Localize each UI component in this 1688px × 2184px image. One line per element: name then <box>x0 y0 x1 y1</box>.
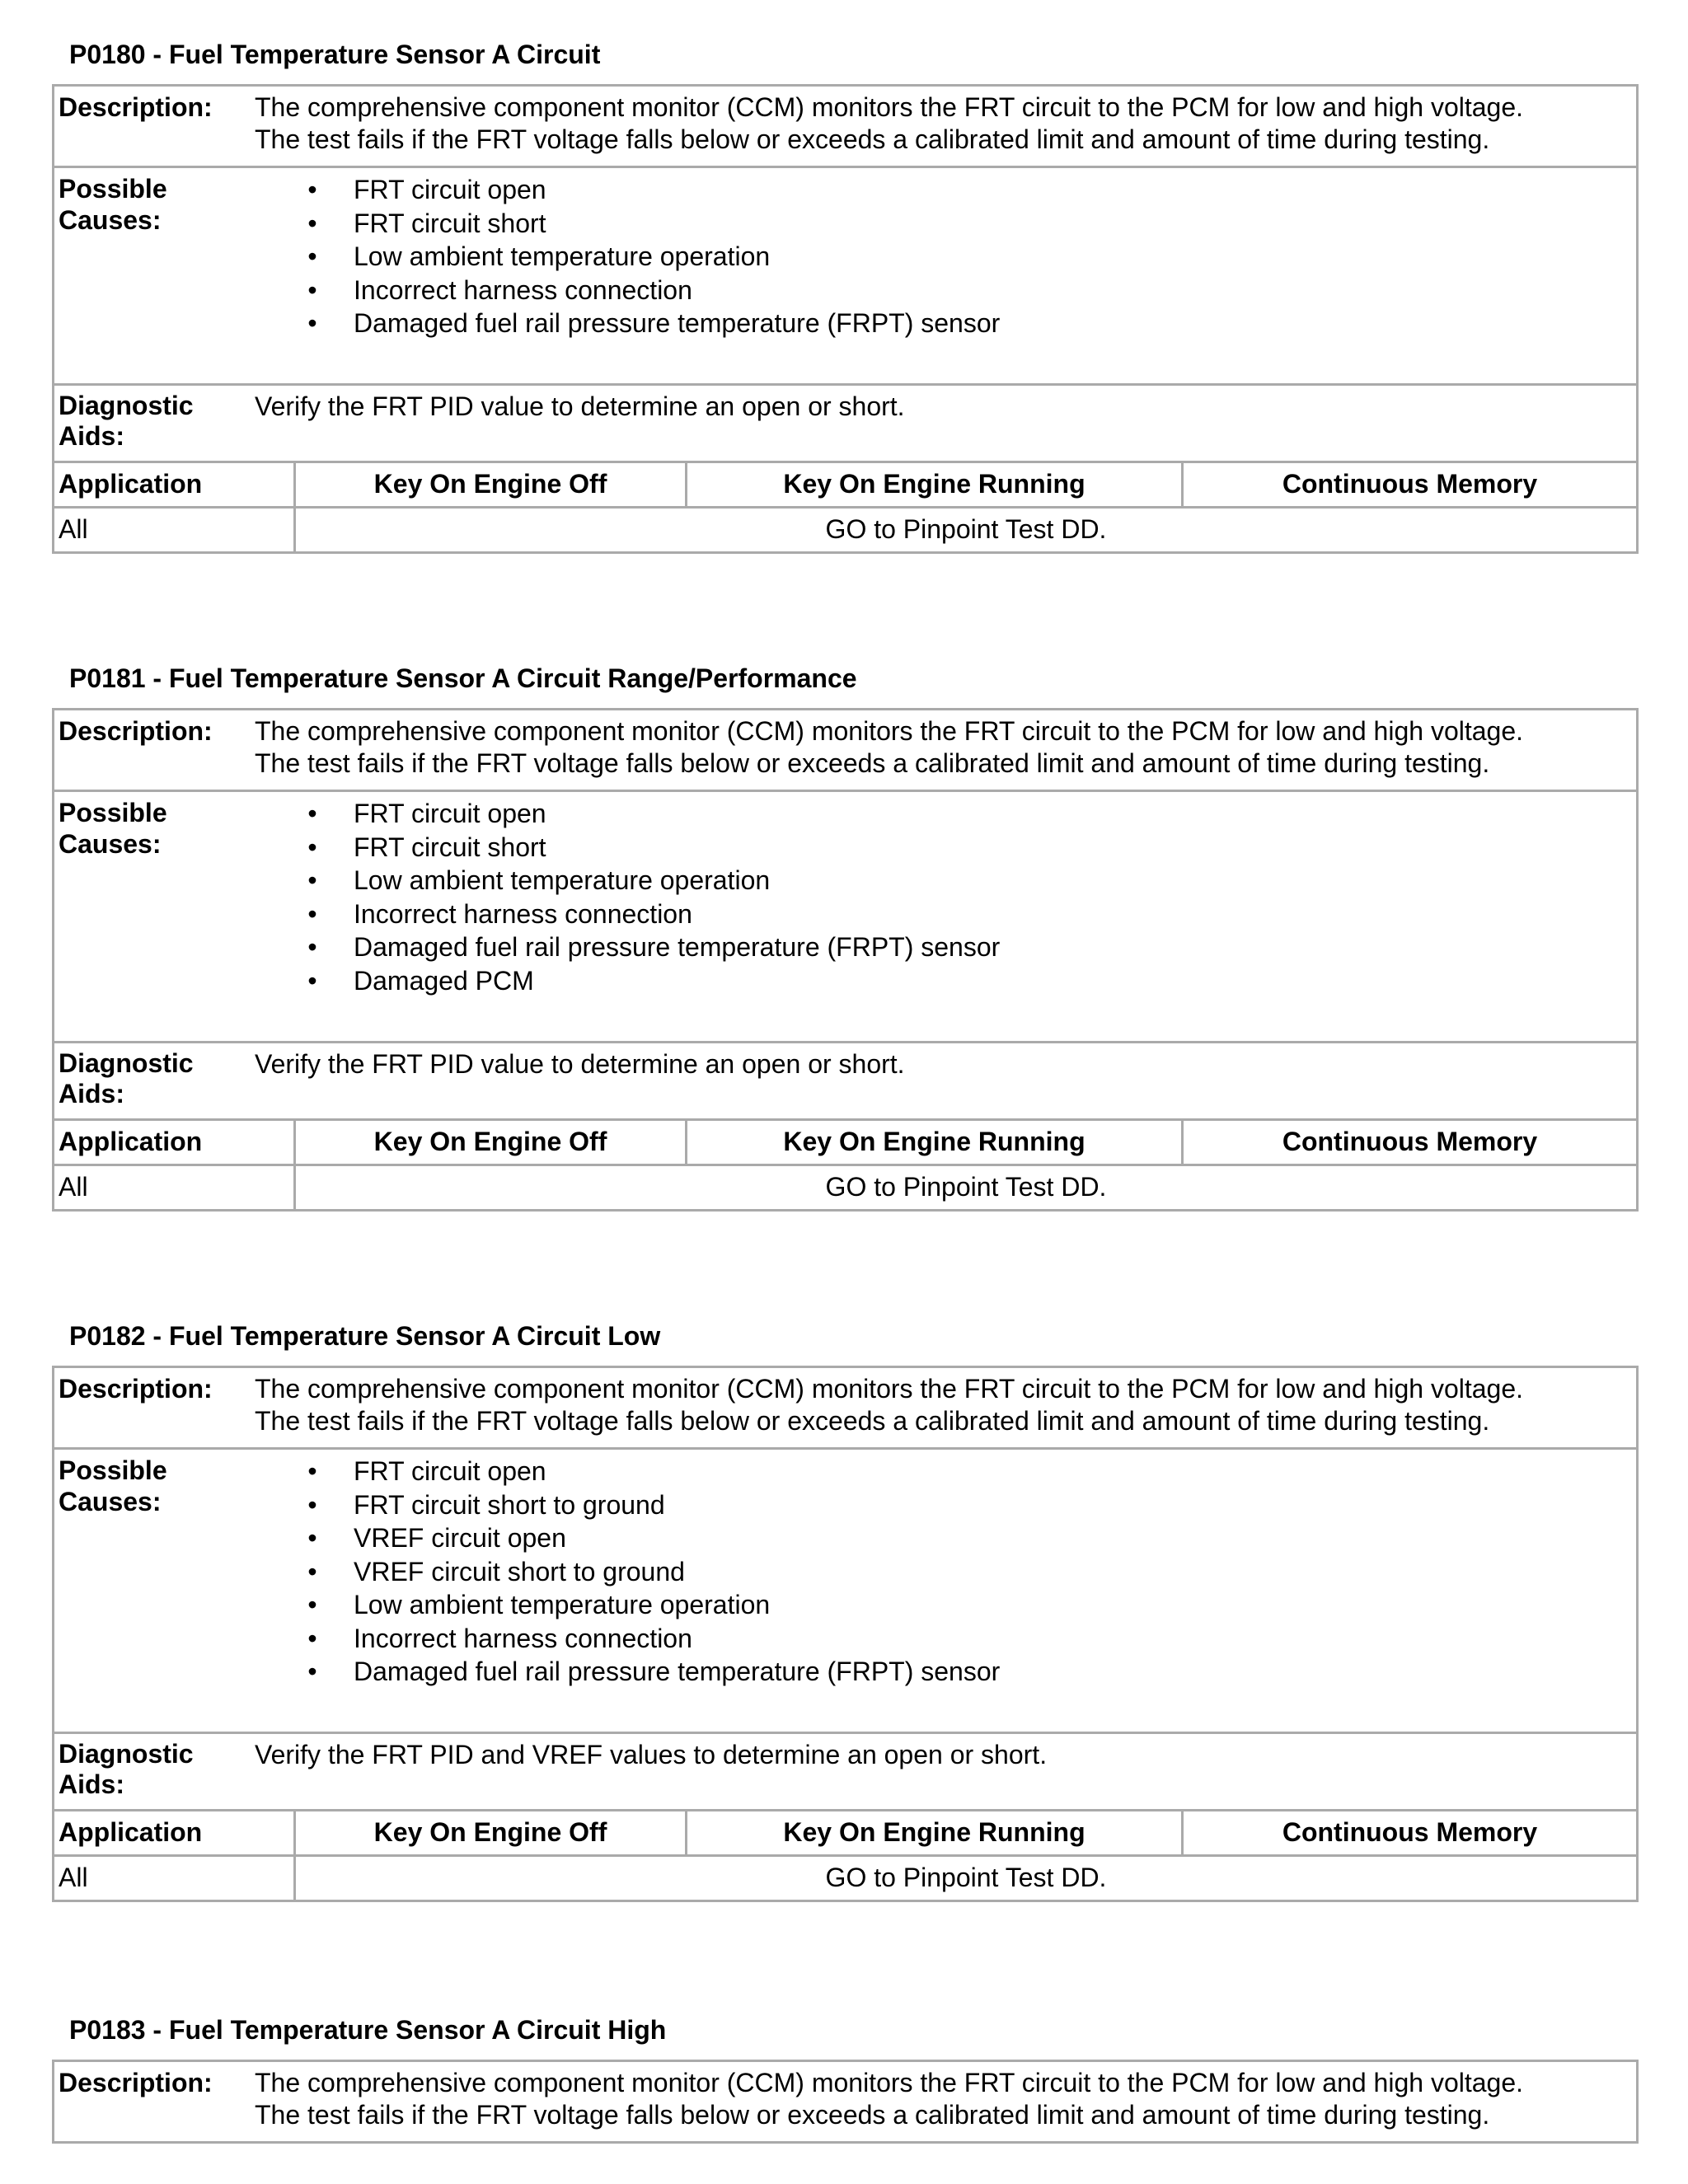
diagnostic-aids-text: Verify the FRT PID and VREF values to determine an open or short. <box>255 1740 1048 1769</box>
cause-text: FRT circuit open <box>354 799 546 828</box>
diagnostic-aids-label-line-1: Diagnostic <box>59 1048 194 1078</box>
list-item <box>304 1488 1628 1522</box>
description-line-2: The test fails if the FRT voltage falls below or exceeds a calibrated limit and amount of time during testing. <box>255 748 1490 778</box>
description-line-2: The test fails if the FRT voltage falls below or exceeds a calibrated limit and amount of time during testing. <box>255 124 1490 154</box>
application-header: Application <box>59 1817 203 1847</box>
description-label: Description: <box>59 2068 213 2097</box>
cause-text: FRT circuit open <box>354 175 546 204</box>
application-header-row <box>54 1118 1636 1164</box>
application-value: All <box>59 1863 88 1892</box>
description-label: Description: <box>59 92 213 122</box>
cause-text: Low ambient temperature operation <box>354 865 771 895</box>
bullet-icon: • <box>307 865 317 895</box>
section-title: P0183 - Fuel Temperature Sensor A Circuit High <box>69 2015 667 2045</box>
cause-text: FRT circuit short to ground <box>354 1489 665 1520</box>
application-header-row <box>54 461 1636 506</box>
koeo-header: Key On Engine Off <box>293 1121 685 1164</box>
cause-text: Incorrect harness connection <box>354 274 692 305</box>
cause-text: Low ambient temperature operation <box>354 241 771 271</box>
list-item <box>304 240 1628 274</box>
cause-text: VREF circuit short to ground <box>354 1556 685 1586</box>
koeo-header: Key On Engine Off <box>293 1811 685 1854</box>
cause-text: Incorrect harness connection <box>354 1623 692 1653</box>
list-item <box>304 831 1628 865</box>
cause-text: Incorrect harness connection <box>354 898 692 929</box>
application-value-row <box>54 1854 1636 1900</box>
bullet-icon: • <box>307 1489 317 1520</box>
continuous-memory-header: Continuous Memory <box>1181 1811 1636 1854</box>
section-title: P0181 - Fuel Temperature Sensor A Circuit Range/Performance <box>69 663 857 693</box>
section-title: P0180 - Fuel Temperature Sensor A Circuit <box>69 40 601 69</box>
pinpoint-test-action: GO to Pinpoint Test DD. <box>293 1857 1636 1900</box>
koer-header: Key On Engine Running <box>685 1121 1181 1164</box>
cause-text: FRT circuit short <box>354 832 546 862</box>
list-item <box>304 1521 1628 1555</box>
bullet-icon: • <box>307 832 317 862</box>
list-item <box>304 1455 1628 1488</box>
bullet-icon: • <box>307 308 317 338</box>
causes-label-line-1: Possible <box>59 1455 167 1485</box>
bullet-icon: • <box>307 898 317 929</box>
bullet-icon: • <box>307 932 317 962</box>
continuous-memory-header: Continuous Memory <box>1181 1121 1636 1164</box>
description-text <box>255 710 1636 790</box>
cause-text: Damaged PCM <box>354 965 534 996</box>
description-line-1: The comprehensive component monitor (CCM) monitors the FRT circuit to the PCM for low and high voltage. <box>255 716 1524 746</box>
dtc-table <box>52 708 1639 1212</box>
causes-label-line-2: Causes: <box>59 205 162 235</box>
diagnostic-aids-label-line-1: Diagnostic <box>59 1739 194 1769</box>
description-line-1: The comprehensive component monitor (CCM) monitors the FRT circuit to the PCM for low and high voltage. <box>255 2068 1524 2097</box>
diagnostic-aids-row <box>54 383 1636 461</box>
list-item <box>304 274 1628 307</box>
pinpoint-test-action: GO to Pinpoint Test DD. <box>293 1166 1636 1209</box>
application-header: Application <box>59 469 203 499</box>
diagnostic-aids-label-line-2: Aids: <box>59 1079 124 1108</box>
application-header: Application <box>59 1127 203 1156</box>
description-text <box>255 2062 1636 2141</box>
description-label: Description: <box>59 1374 213 1404</box>
causes-label-line-2: Causes: <box>59 829 162 859</box>
causes-row <box>54 1447 1636 1732</box>
bullet-icon: • <box>307 799 317 828</box>
bullet-icon: • <box>307 1590 317 1619</box>
causes-content <box>255 792 1636 1041</box>
causes-content <box>255 168 1636 383</box>
causes-row <box>54 790 1636 1041</box>
list-item <box>304 1588 1628 1622</box>
description-line-2: The test fails if the FRT voltage falls below or exceeds a calibrated limit and amount of time during testing. <box>255 1406 1490 1436</box>
description-text <box>255 87 1636 166</box>
list-item <box>304 1655 1628 1689</box>
description-row <box>54 87 1636 166</box>
bullet-icon: • <box>307 965 317 996</box>
diagnostic-aids-text: Verify the FRT PID value to determine an open or short. <box>255 1049 905 1079</box>
bullet-icon: • <box>307 1556 317 1586</box>
continuous-memory-header: Continuous Memory <box>1181 463 1636 506</box>
description-line-2: The test fails if the FRT voltage falls below or exceeds a calibrated limit and amount of time during testing. <box>255 2100 1490 2130</box>
causes-label-line-2: Causes: <box>59 1487 162 1516</box>
causes-list <box>255 1455 1628 1689</box>
diagnostic-aids-label <box>54 1734 255 1809</box>
list-item <box>304 1622 1628 1656</box>
list-item <box>304 207 1628 241</box>
dtc-table <box>52 1366 1639 1902</box>
bullet-icon: • <box>307 274 317 305</box>
bullet-icon: • <box>307 1623 317 1653</box>
cause-text: VREF circuit open <box>354 1523 566 1553</box>
list-item <box>304 307 1628 340</box>
description-line-1: The comprehensive component monitor (CCM) monitors the FRT circuit to the PCM for low and high voltage. <box>255 1374 1524 1404</box>
diagnostic-aids-label-line-2: Aids: <box>59 1769 124 1799</box>
koer-header: Key On Engine Running <box>685 463 1181 506</box>
koeo-header: Key On Engine Off <box>293 463 685 506</box>
cause-text: Damaged fuel rail pressure temperature (FRPT) sensor <box>354 308 1001 338</box>
bullet-icon: • <box>307 1523 317 1553</box>
list-item <box>304 1555 1628 1589</box>
diagnostic-aids-label <box>54 1043 255 1118</box>
cause-text: Damaged fuel rail pressure temperature (FRPT) sensor <box>354 932 1001 962</box>
pinpoint-test-action: GO to Pinpoint Test DD. <box>293 509 1636 551</box>
description-line-1: The comprehensive component monitor (CCM) monitors the FRT circuit to the PCM for low and high voltage. <box>255 92 1524 122</box>
list-item <box>304 964 1628 998</box>
list-item <box>304 864 1628 898</box>
koer-header: Key On Engine Running <box>685 1811 1181 1854</box>
application-value-row <box>54 506 1636 551</box>
causes-label <box>54 168 255 383</box>
cause-text: FRT circuit open <box>354 1456 546 1486</box>
list-item <box>304 173 1628 207</box>
diagnostic-aids-label-line-1: Diagnostic <box>59 391 194 420</box>
dtc-table <box>52 2060 1639 2144</box>
causes-label-line-1: Possible <box>59 798 167 827</box>
bullet-icon: • <box>307 1456 317 1486</box>
list-item <box>304 930 1628 964</box>
causes-label <box>54 1450 255 1732</box>
application-value: All <box>59 1172 88 1202</box>
causes-row <box>54 166 1636 383</box>
description-row <box>54 1368 1636 1447</box>
application-value-row <box>54 1164 1636 1209</box>
bullet-icon: • <box>307 208 317 238</box>
diagnostic-aids-label-line-2: Aids: <box>59 421 124 451</box>
list-item <box>304 797 1628 831</box>
description-row <box>54 2062 1636 2141</box>
bullet-icon: • <box>307 175 317 204</box>
application-value: All <box>59 514 88 544</box>
bullet-icon: • <box>307 1657 317 1686</box>
application-header-row <box>54 1809 1636 1854</box>
description-label: Description: <box>59 716 213 746</box>
causes-label <box>54 792 255 1041</box>
cause-text: Damaged fuel rail pressure temperature (FRPT) sensor <box>354 1657 1001 1686</box>
cause-text: Low ambient temperature operation <box>354 1590 771 1619</box>
dtc-table <box>52 84 1639 554</box>
causes-content <box>255 1450 1636 1732</box>
description-text <box>255 1368 1636 1447</box>
list-item <box>304 898 1628 931</box>
description-row <box>54 710 1636 790</box>
diagnostic-aids-row <box>54 1041 1636 1118</box>
bullet-icon: • <box>307 241 317 271</box>
causes-label-line-1: Possible <box>59 174 167 204</box>
cause-text: FRT circuit short <box>354 208 546 238</box>
diagnostic-aids-row <box>54 1732 1636 1809</box>
section-title: P0182 - Fuel Temperature Sensor A Circuit Low <box>69 1321 661 1351</box>
causes-list <box>255 173 1628 340</box>
diagnostic-aids-label <box>54 386 255 461</box>
causes-list <box>255 797 1628 997</box>
diagnostic-aids-text: Verify the FRT PID value to determine an open or short. <box>255 391 905 421</box>
